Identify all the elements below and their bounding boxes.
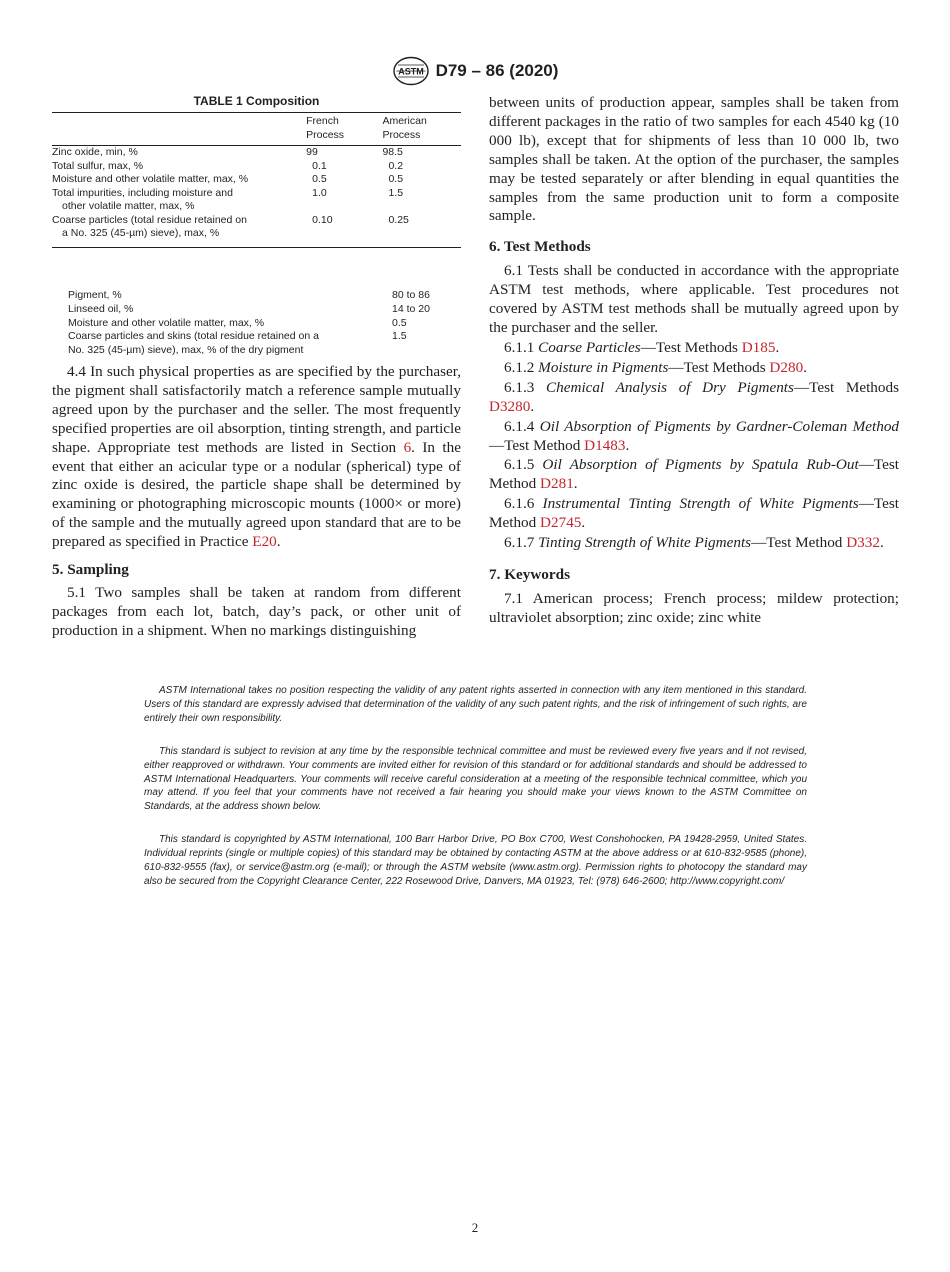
- page-number: 2: [471, 1220, 479, 1235]
- section-6-heading: 6. Test Methods: [489, 238, 591, 256]
- paragraph-6-1-5: [489, 456, 899, 494]
- left-column: [52, 94, 461, 248]
- item-number: 6.1.2: [504, 358, 535, 376]
- item-end: .: [775, 338, 780, 356]
- standard-designation: D79 – 86 (2020): [435, 61, 559, 80]
- table-header-item: [52, 113, 306, 146]
- row-label: Pigment, %: [68, 289, 122, 301]
- row-value: 14 to 20: [392, 302, 430, 315]
- para-text: .: [276, 533, 281, 551]
- paragraph-6-1-6: [489, 495, 899, 533]
- section-5-heading: 5. Sampling: [52, 561, 129, 579]
- item-end: .: [803, 358, 807, 376]
- row-item: Total sulfur, max, %: [52, 159, 144, 172]
- paragraph-4-4: [52, 363, 461, 552]
- table-header-row: [52, 113, 461, 146]
- copyright-notice: This standard is copyrighted by ASTM International, 100 Barr Harbor Drive, PO Box C700, West Conshohocken, PA 19428-2959, United States. Individual reprints (single or multiple copies) of this standard may be obtained by contacting ASTM at the above address or at 610-832-9585 (phone), 610-832-9555 (fax), or service@astm.org (e-mail); or through the ASTM website (www.astm.org). Permission rights to photocopy the standard may also be secured from the Copyright Clearance Center, 222 Rosewood Drive, Danvers, MA 01923, Tel: (978) 646-2600; http://www.copyright.com/: [144, 834, 807, 887]
- item-end: .: [530, 397, 535, 415]
- item-title: Oil Absorption of Pigments by Spatula Rub-Out: [542, 456, 859, 474]
- paragraph-6-1-1: [489, 339, 899, 358]
- paragraph-6-1-4: [489, 418, 899, 456]
- item-suffix: —Test Method: [489, 436, 585, 454]
- astm-logo-icon: [392, 56, 430, 86]
- paste-composition-table: [68, 289, 448, 358]
- right-column: [489, 94, 899, 628]
- item-suffix: —Test Method: [751, 534, 847, 552]
- item-suffix: —Test Method: [489, 495, 899, 532]
- row-american: 1.5: [388, 186, 404, 199]
- item-number: 6.1.1: [504, 338, 535, 356]
- row-american: 0.5: [388, 173, 404, 185]
- item-number: 6.1.4: [504, 417, 535, 435]
- row-french: 1.0: [312, 186, 327, 199]
- page-header: [0, 56, 950, 91]
- header-french-line2: Process: [306, 128, 345, 141]
- d2745-link[interactable]: D2745: [540, 514, 582, 532]
- table-header-french: [306, 113, 382, 146]
- item-number: 6.1.3: [504, 378, 535, 396]
- row-label-continued: No. 325 (45-µm) sieve), max, % of the dry pigment: [68, 344, 304, 357]
- row-item: Moisture and other volatile matter, max, %: [52, 173, 249, 185]
- row-french: 99: [306, 146, 318, 158]
- item-end: .: [879, 534, 884, 552]
- row-value: 0.5: [392, 316, 407, 329]
- row-item: Total impurities, including moisture and: [52, 186, 233, 199]
- header-french-line1: French: [306, 115, 339, 127]
- item-title: Instrumental Tinting Strength of White Pigments: [542, 495, 859, 513]
- paragraph-5-1-continued: between units of production appear, samples shall be taken from different packages in the ratio of two samples for each 4540 kg (10 000 lb), except that for shipments of less than 10 000 lb, two samples shall be taken. At the option of the purchaser, the samples may be tested separately or after blending in equal quantities the samples from the same production unit to form a composite sample.: [489, 94, 899, 225]
- item-title: Tinting Strength of White Pigments: [538, 534, 752, 552]
- row-item: Coarse particles (total residue retained on: [52, 213, 247, 226]
- table-row: [52, 160, 461, 174]
- table1-caption: TABLE 1 Composition: [193, 94, 320, 108]
- row-american: 0.25: [388, 213, 409, 226]
- table-row: [68, 330, 448, 358]
- item-number: 6.1.5: [504, 456, 535, 474]
- table-header-american: [382, 113, 461, 146]
- para-text: 4.4 In such physical properties as are specified by the purchaser, the pigment shall satisfactorily match a reference sample mutually agreed upon by the purchaser and the seller. The most frequently specified properties are oil absorption, tinting strength, and particle shape. Appropriate test methods are listed in Section: [52, 363, 461, 456]
- row-item-continued: other volatile matter, max, %: [62, 200, 195, 212]
- item-number: 6.1.7: [504, 534, 535, 552]
- row-french: 0.1: [312, 159, 327, 172]
- item-suffix: —Test Method: [489, 456, 899, 493]
- item-title: Coarse Particles: [538, 338, 641, 356]
- header-american-line2: Process: [382, 128, 421, 141]
- d3280-link[interactable]: D3280: [489, 397, 531, 415]
- row-label: Moisture and other volatile matter, max, %: [68, 316, 265, 329]
- table-row: [68, 303, 448, 317]
- legal-notices: [144, 684, 807, 889]
- row-french: 0.5: [312, 173, 327, 185]
- item-suffix: —Test Methods: [793, 378, 899, 396]
- paragraph-6-1-2: [489, 359, 899, 378]
- composition-table: [52, 112, 461, 248]
- item-end: .: [625, 436, 630, 454]
- d281-link[interactable]: D281: [540, 475, 574, 493]
- d1483-link[interactable]: D1483: [584, 436, 626, 454]
- paragraph-6-1-3: [489, 379, 899, 417]
- row-label: Linseed oil, %: [68, 302, 134, 315]
- patent-notice: ASTM International takes no position respecting the validity of any patent rights asserted in connection with any item mentioned in this standard. Users of this standard are expressly advised that determination of the validity of any such patent rights, and the risk of infringement of such rights, are entirely their own responsibility.: [144, 685, 807, 724]
- item-suffix: —Test Methods: [640, 338, 742, 356]
- paragraph-7-1: 7.1 American process; French process; mildew protection; ultraviolet absorption; zinc oxide; zinc white: [489, 589, 899, 626]
- row-french: 0.10: [312, 213, 333, 226]
- table-row: [52, 214, 461, 248]
- row-value: 80 to 86: [392, 289, 430, 301]
- d332-link[interactable]: D332: [846, 534, 880, 552]
- table-row: [52, 146, 461, 160]
- table-row: [52, 187, 461, 214]
- table-row: [68, 317, 448, 331]
- logo-text: ASTM: [397, 66, 424, 77]
- table-row: [52, 173, 461, 187]
- table-row: [68, 289, 448, 303]
- item-title: Moisture in Pigments: [538, 358, 669, 376]
- row-american: 0.2: [388, 159, 404, 172]
- paragraph-6-1: 6.1 Tests shall be conducted in accordance with the appropriate ASTM test methods, where applicable. Test procedures not covered by ASTM test methods shall be mutually agreed upon by the purchaser and the seller.: [489, 262, 899, 337]
- row-american: 98.5: [382, 146, 403, 158]
- row-label: Coarse particles and skins (total residue retained on a: [68, 330, 319, 343]
- item-title: Chemical Analysis of Dry Pigments: [546, 378, 794, 396]
- left-body: [52, 363, 461, 641]
- row-value: 1.5: [392, 330, 407, 343]
- item-title: Oil Absorption of Pigments by Gardner-Coleman Method: [539, 417, 900, 435]
- paragraph-6-1-7: [489, 534, 899, 553]
- d185-link[interactable]: D185: [741, 338, 776, 356]
- item-suffix: —Test Methods: [668, 358, 770, 376]
- item-number: 6.1.6: [504, 495, 535, 513]
- practice-e20-link[interactable]: E20: [252, 533, 277, 551]
- revision-notice: This standard is subject to revision at any time by the responsible technical committee and must be reviewed every five years and if not revised, either reapproved or withdrawn. Your comments are invited either for revision of this standard or for additional standards and should be addressed to ASTM International Headquarters. Your comments will receive careful consideration at a meeting of the responsible technical committee, which you may attend. If you feel that your comments have not received a fair hearing you should make your views known to the ASTM Committee on Standards, at the address shown below.: [144, 745, 807, 813]
- para-text: . In the event that either an acicular type or a nodular (spherical) type of zinc oxide is desired, the particle shape shall be determined by examining or photographing microscopic mounts (1000× or more) of the sample and the mutually agreed upon standard that are to be prepared as specified in Practice: [52, 438, 461, 551]
- header-american-line1: American: [382, 115, 427, 127]
- row-item: Zinc oxide, min, %: [52, 146, 138, 158]
- d280-link[interactable]: D280: [769, 358, 804, 376]
- row-item-continued: a No. 325 (45-µm) sieve), max, %: [62, 227, 220, 239]
- item-end: .: [581, 514, 586, 532]
- section-6-link[interactable]: 6: [403, 438, 412, 456]
- paragraph-5-1: 5.1 Two samples shall be taken at random from different packages from each lot, batch, day’s pack, or other unit of production in a shipment. When no markings distinguishing: [52, 584, 461, 639]
- section-7-heading: 7. Keywords: [489, 565, 570, 583]
- item-end: .: [573, 475, 578, 493]
